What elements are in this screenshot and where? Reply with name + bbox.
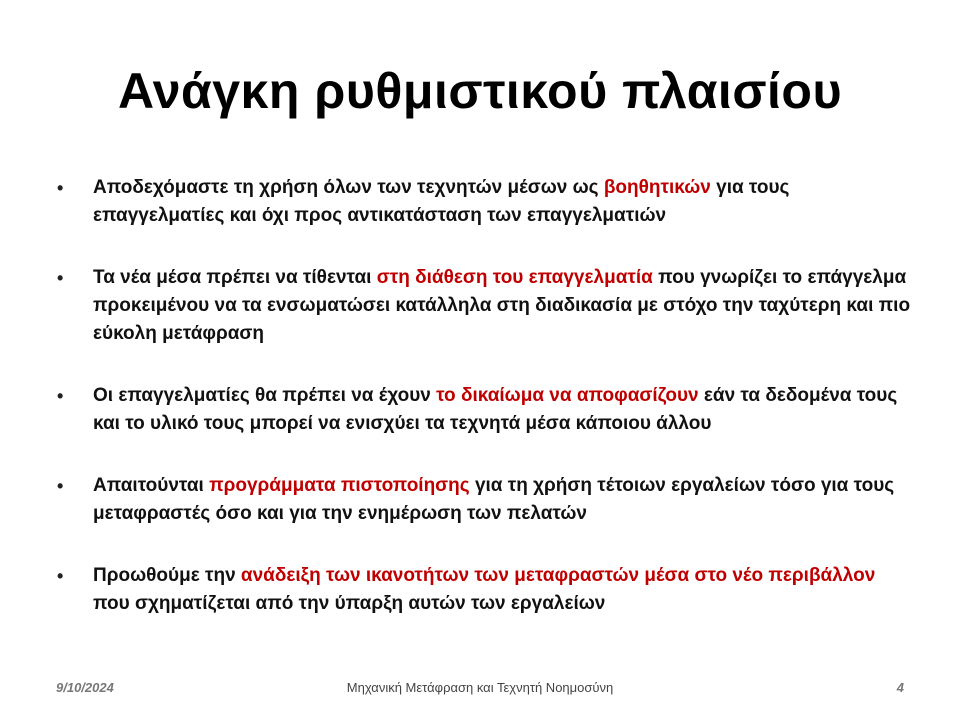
bullet-text: εάν τα δεδομένα τους και το υλικό τους μπορεί να ενισχύει τα τεχνητά μέσα κάποιου άλλου (93, 385, 898, 434)
bullet-list (52, 174, 912, 618)
bullet-text: που σχηματίζεται από την ύπαρξη αυτών των εργαλείων (93, 593, 606, 614)
bullet-text: Αποδεχόμαστε τη χρήση όλων των τεχνητών μέσων ως (93, 177, 604, 198)
bullet-highlight: το δικαίωμα να αποφασίζουν (436, 385, 699, 406)
bullet-text: Απαιτούνται (93, 475, 210, 496)
bullet-text: για τους επαγγελματίες και όχι προς αντικατάσταση των επαγγελματιών (93, 177, 790, 226)
bullet-highlight: ανάδειξη των ικανοτήτων των μεταφραστών μέσα στο νέο περιβάλλον (240, 565, 876, 586)
bullet-text: Τα νέα μέσα πρέπει να τίθενται (93, 267, 377, 288)
bullet-text: που γνωρίζει το επάγγελμα προκειμένου να τα ενσωματώσει κατάλληλα στη διαδικασία με στόχο την ταχύτερη και πιο εύκολη μετάφραση (93, 267, 911, 344)
bullet-text: Οι επαγγελματίες θα πρέπει να έχουν (93, 385, 437, 406)
slide-title: Ανάγκη ρυθμιστικού πλαισίου (117, 63, 843, 119)
bullet-icon: • (57, 566, 64, 586)
bullet-text: Προωθούμε την (93, 565, 241, 586)
bullet-item (52, 562, 912, 618)
footer-date: 9/10/2024 (56, 680, 114, 695)
bullet-icon: • (57, 268, 64, 288)
bullet-item (52, 382, 912, 438)
bullet-icon: • (57, 476, 64, 496)
bullet-text: για τη χρήση τέτοιων εργαλείων τόσο για τους μεταφραστές όσο και για την ενημέρωση των πελατών (93, 475, 895, 524)
bullet-icon: • (57, 386, 64, 406)
bullet-item (52, 264, 912, 348)
footer-title: Μηχανική Μετάφραση και Τεχνητή Νοημοσύνη (346, 680, 614, 695)
bullet-highlight: στη διάθεση του επαγγελματία (376, 267, 653, 288)
bullet-highlight: βοηθητικών (603, 177, 711, 198)
bullet-item (52, 472, 912, 528)
bullet-item (52, 174, 912, 230)
bullet-icon: • (57, 178, 64, 198)
page-number: 4 (896, 680, 904, 695)
bullet-highlight: προγράμματα πιστοποίησης (209, 475, 470, 496)
